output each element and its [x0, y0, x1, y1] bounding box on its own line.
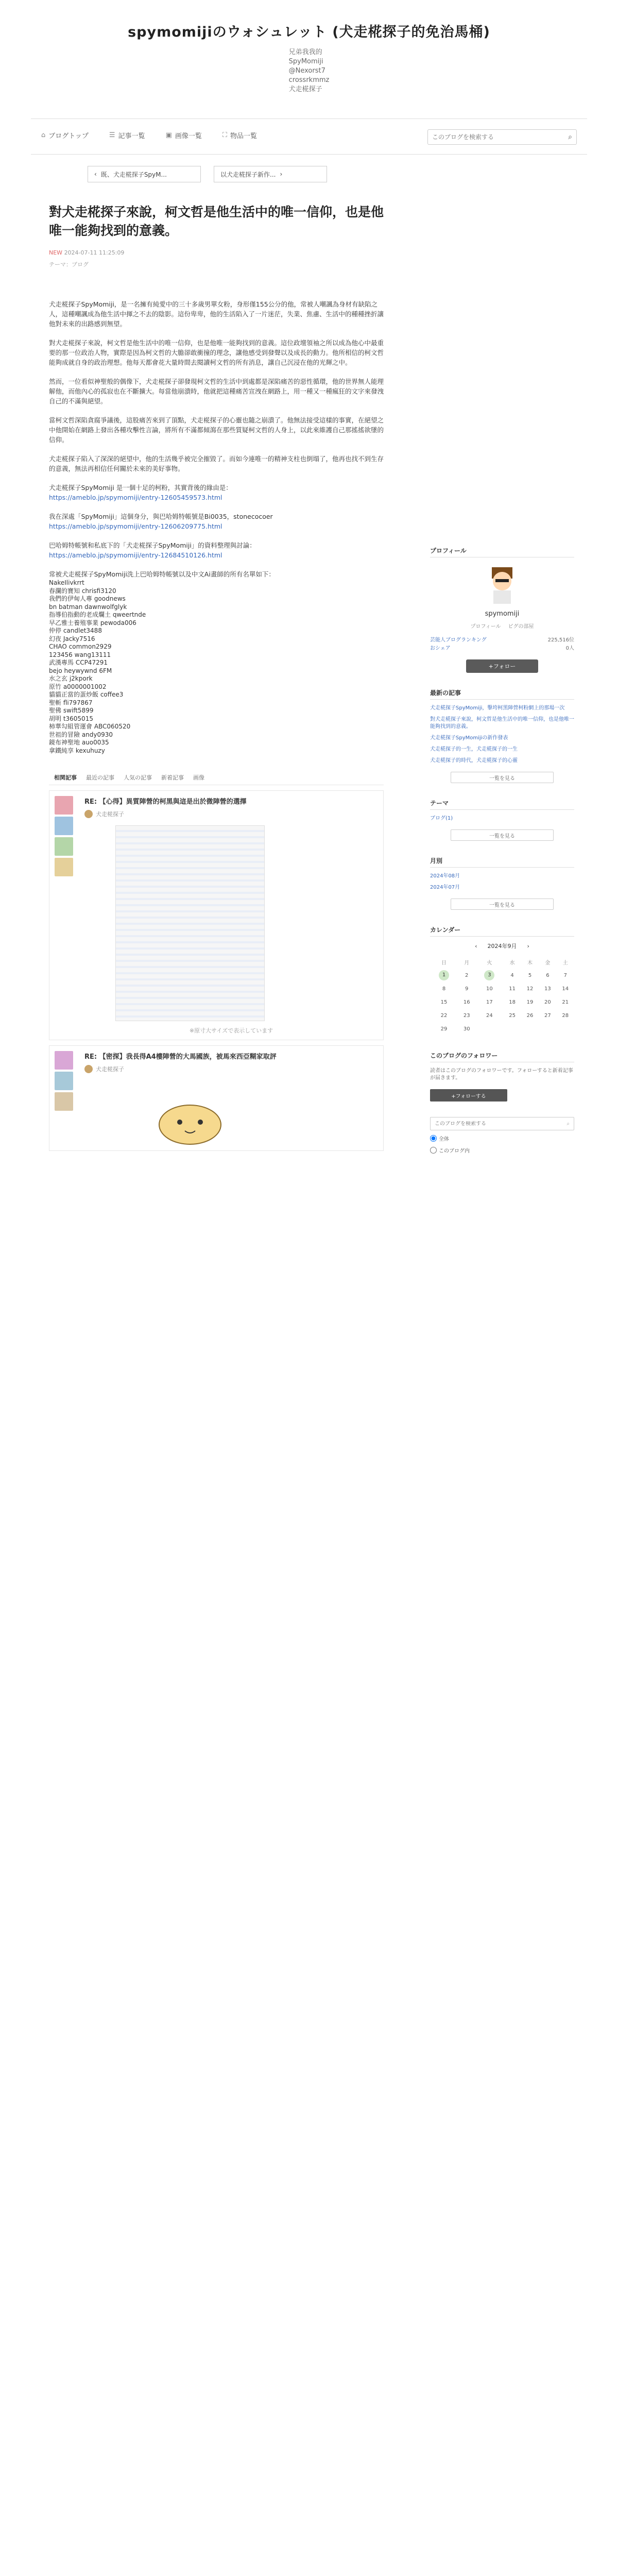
- nav-blog-top[interactable]: [41, 130, 89, 140]
- author-name: 犬走椛探子: [96, 811, 124, 818]
- profile-name[interactable]: spymomiji: [485, 610, 520, 618]
- radio-all[interactable]: [430, 1134, 574, 1142]
- followers-text: 読者はこのブログのフォロワーです。フォローすると新着記事が届きます。: [430, 1068, 573, 1081]
- thumbnail[interactable]: [55, 796, 73, 815]
- calendar-day: 17: [486, 999, 493, 1005]
- author-name: 犬走椛探子: [96, 1066, 124, 1073]
- calendar-day: 11: [509, 986, 516, 992]
- post-theme[interactable]: テーマ：ブログ: [49, 261, 89, 268]
- radio-label: このブログ内: [439, 1148, 470, 1154]
- account-list-item: 春瀾的寶知 chrisfi3120: [49, 587, 116, 595]
- archive-section: [430, 856, 574, 910]
- theme-list: [430, 815, 574, 822]
- nav-item-list[interactable]: [222, 130, 257, 140]
- calendar-day: 14: [562, 986, 569, 992]
- account-list-item: 胡明 t3605015: [49, 715, 93, 722]
- thumbnail[interactable]: [55, 817, 73, 835]
- article-link[interactable]: https://ameblo.jp/spymomiji/entry-12605459573.html: [49, 494, 222, 501]
- radio-blog-input[interactable]: [430, 1147, 437, 1154]
- recent-section: [430, 688, 574, 783]
- calendar-day: 29: [440, 1026, 448, 1032]
- thumbnail[interactable]: [55, 1051, 73, 1070]
- calendar-day: 20: [544, 999, 551, 1005]
- weekday: 土: [562, 960, 568, 966]
- link-block-label: 巴哈姆特帳號和私底下的「犬走椛探子SpyMomiji」的資料整理與討論：: [49, 541, 256, 549]
- recent-more-button[interactable]: 一覧を見る: [451, 772, 554, 783]
- share-value: 0人: [565, 646, 574, 651]
- image-caption: ※原寸大サイズで表示しています: [189, 1027, 273, 1034]
- image-icon: ▣: [165, 131, 172, 139]
- site-description: [289, 48, 330, 94]
- related-tabs: [49, 770, 384, 785]
- screenshot-image[interactable]: [115, 825, 265, 1021]
- followers-heading: このブログのフォロワー: [430, 1051, 574, 1062]
- post-paragraph: 犬走椛探子SpyMomiji，是一名擁有純愛中的三十多歲男單女粉，身形僅155公分的他，常被人嘲諷為身材有缺陷之人，這種嘲諷成為他生活中揮之不去的陰影。這份卑卑，他的生活陷入了一片迷茫，失業、焦慮、生活中的種種挫折讓他對未來的出路感到無望。: [49, 300, 384, 328]
- tab-images[interactable]: 画像: [193, 774, 204, 781]
- calendar-heading: カレンダー: [430, 925, 574, 937]
- related-author: [84, 810, 378, 818]
- followers-section: [430, 1051, 574, 1101]
- related-content: [84, 796, 378, 1035]
- weekday: 月: [464, 960, 470, 966]
- desc-line: 犬走椛探子: [288, 86, 322, 93]
- post-title[interactable]: 對犬走椛探子來說，柯文哲是他生活中的唯一信仰，也是他唯一能夠找到的意義。: [49, 205, 384, 238]
- weekday: 木: [527, 960, 533, 966]
- calendar-day[interactable]: 3: [475, 969, 503, 982]
- radio-label: 全体: [439, 1137, 449, 1142]
- calendar-day: 26: [526, 1012, 534, 1019]
- calendar-day: 8: [442, 986, 446, 992]
- tab-popular[interactable]: 人気の記事: [124, 774, 152, 781]
- calendar-day: 24: [486, 1012, 493, 1019]
- recent-item[interactable]: 犬走椛探子的時代，犬走椛探子的心靈: [430, 758, 518, 764]
- calendar-day: 7: [563, 972, 567, 978]
- weekday: 金: [545, 960, 551, 966]
- account-list-item: NakeIlivkrrt: [49, 579, 84, 586]
- profile-links: [430, 622, 574, 630]
- calendar-day: 16: [463, 999, 470, 1005]
- follow-button[interactable]: +フォロー: [466, 659, 538, 673]
- recent-item[interactable]: 對犬走椛探子來說，柯文哲是他生活中的唯一信仰，也是他唯一能夠找到的意義。: [430, 717, 574, 730]
- next-article-button[interactable]: [214, 166, 327, 182]
- cart-icon: ⛶: [222, 131, 227, 139]
- account-list-item: CHAO common2929: [49, 643, 112, 650]
- ranking-label[interactable]: 芸能人ブログランキング: [430, 637, 487, 643]
- related-content: [84, 1051, 378, 1145]
- recent-list: [430, 705, 574, 765]
- archive-list: [430, 873, 574, 891]
- post-date: 2024-07-11 11:25:09: [64, 249, 125, 256]
- recent-item[interactable]: 犬走椛探子SpyMomiji，擊垮柯黑陣營柯粉網上的那場一次: [430, 705, 565, 711]
- calendar-day: 6: [546, 972, 550, 978]
- calendar-grid: [430, 955, 574, 1036]
- thumbnail[interactable]: [55, 837, 73, 856]
- list-icon: ☰: [109, 131, 115, 139]
- article-link[interactable]: https://ameblo.jp/spymomiji/entry-12684510126.html: [49, 551, 222, 559]
- side-search-section: [430, 1117, 574, 1154]
- calendar-day: 15: [440, 999, 448, 1005]
- calendar-day: 27: [544, 1012, 551, 1019]
- tab-recent[interactable]: 最近の記事: [86, 774, 114, 781]
- link-block: [49, 483, 384, 502]
- mascot-image: [146, 1083, 234, 1145]
- archive-heading: 月別: [430, 856, 574, 868]
- related-article-1[interactable]: [49, 790, 384, 1040]
- post-body: [49, 299, 384, 755]
- tab-related[interactable]: 相関記事: [54, 774, 77, 781]
- account-list-item: 幻夜 Jacky7516: [49, 635, 95, 642]
- search-input[interactable]: [432, 133, 568, 141]
- theme-more-button[interactable]: 一覧を見る: [451, 829, 554, 841]
- ranking-value: 225,516位: [547, 637, 574, 643]
- account-list-item: 原竹 a0000001002: [49, 683, 107, 690]
- chevron-right-icon[interactable]: ›: [527, 942, 529, 950]
- weekday: 水: [509, 960, 515, 966]
- avatar: [84, 810, 93, 818]
- theme-item[interactable]: ブログ(1): [430, 816, 453, 821]
- account-list-item: 水之玄 j2kpork: [49, 675, 93, 682]
- prev-article-label: 既、犬走椛探子SpyM...: [100, 171, 167, 178]
- side-search-box: [430, 1117, 574, 1130]
- calendar-day: 19: [526, 999, 534, 1005]
- chevron-left-icon: ‹: [94, 171, 97, 178]
- account-list: [49, 579, 384, 755]
- thumbnail[interactable]: [55, 858, 73, 876]
- calendar-day: 30: [463, 1026, 470, 1032]
- article-pager: [88, 166, 384, 182]
- nav-label: 記事一覧: [118, 132, 145, 140]
- chevron-right-icon: ›: [280, 171, 283, 178]
- calendar-day: 22: [440, 1012, 448, 1019]
- calendar-day: 5: [528, 972, 532, 978]
- calendar-day: 25: [509, 1012, 516, 1019]
- related-title[interactable]: RE: 【密探】我長得A4樓陣營的大馬國族，被馬來西亞糊家取評: [84, 1053, 277, 1061]
- account-list-item: 聖佛 swift5899: [49, 707, 94, 714]
- thumb-column: [55, 1051, 75, 1145]
- account-list-item: 貓貓正當的蛋炒飯 coffee3: [49, 691, 124, 698]
- recent-item[interactable]: 犬走椛探子SpyMomijiの新作發表: [430, 735, 508, 741]
- account-list-item: 仲停 candlet3488: [49, 627, 102, 634]
- share-row: [430, 645, 574, 652]
- calendar-day: 13: [544, 986, 551, 992]
- main-content: [49, 155, 384, 1151]
- calendar-nav: [430, 942, 574, 950]
- account-list-item: 武漢專馬 CCP47291: [49, 659, 108, 666]
- calendar-day[interactable]: 1: [430, 969, 458, 982]
- link-block-label: 犬走椛探子SpyMomiji 是一個十足的柯粉，其實背後的緣由是：: [49, 484, 232, 492]
- recent-heading: 最新の記事: [430, 688, 574, 700]
- calendar-day: 2: [465, 972, 469, 978]
- theme-section: [430, 799, 574, 841]
- side-search-input[interactable]: [435, 1121, 566, 1127]
- desc-line: SpyMomiji: [288, 58, 323, 65]
- profile-heading: プロフィール: [430, 546, 574, 557]
- link-block: [49, 540, 384, 560]
- account-list-item: 早乙雅士養殖事業 pewoda006: [49, 619, 136, 626]
- thumbnail[interactable]: [55, 1092, 73, 1111]
- archive-more-button[interactable]: 一覧を見る: [451, 899, 554, 910]
- calendar-month: 2024年9月: [487, 943, 517, 950]
- next-article-label: 以犬走椛探子新作...: [220, 171, 276, 178]
- calendar-section: [430, 925, 574, 1036]
- related-title[interactable]: RE: 【心得】異質陣營的柯黑與這是出於微陣營的選擇: [84, 798, 247, 806]
- home-icon: ⌂: [41, 131, 46, 139]
- site-header: [0, 0, 618, 118]
- weekday: 火: [487, 960, 492, 966]
- calendar-day: 23: [463, 1012, 470, 1019]
- calendar-day: 21: [562, 999, 569, 1005]
- nav-image-list[interactable]: [166, 130, 202, 140]
- calendar-day: 28: [562, 1012, 569, 1019]
- calendar-day: 9: [465, 986, 469, 992]
- thumbnail[interactable]: [55, 1072, 73, 1090]
- follow-blog-button[interactable]: +フォローする: [430, 1089, 507, 1101]
- related-author: [84, 1065, 378, 1073]
- account-list-item: 世祖的冒險 andy0930: [49, 731, 113, 738]
- sidebar: [430, 155, 574, 1170]
- post-paragraph: 然而，一位看似神聖般的偶像下，犬走椛探子卻發現柯文哲的生活中到處都是深陷痛苦的惡性循環，他的世界無人能理解他，而他內心的孤寂也在不斷擴大。每當他崩潰時，他就把這種痛苦宣洩在網路上，用一種又一種瘋狂的文字來發洩自己的不滿與絕望。: [49, 378, 384, 405]
- recent-item[interactable]: 犬走椛探子的一生，犬走椛探子的一生: [430, 747, 518, 752]
- theme-heading: テーマ: [430, 799, 574, 810]
- profile-section: [430, 546, 574, 673]
- post-paragraph: 對犬走椛探子來說，柯文哲是他生活中的唯一信仰，也是他唯一能夠找到的意義。這位政壇領袖之所以成為他心中最重要的那一位政治人物，實際是因為柯文哲的大膽卻敢衝撞的理念，讓他感受到發聲以及成長的動力。他所相信的柯文哲能夠成就自身的政治理想。他每天都會花大量時間去閱讀柯文哲的所有消息，讓自己沉浸在他的光輝之中。: [49, 339, 384, 366]
- tab-new[interactable]: 新着記事: [161, 774, 184, 781]
- share-label[interactable]: おシェア: [430, 646, 451, 651]
- link-block: [49, 512, 384, 531]
- pig-room-link[interactable]: ピグの部屋: [508, 624, 534, 630]
- account-list-item: bejo heywywnd 6FM: [49, 667, 112, 674]
- radio-all-input[interactable]: [430, 1135, 437, 1142]
- calendar-day: 18: [509, 999, 516, 1005]
- search-icon[interactable]: ⌕: [568, 133, 572, 141]
- account-list-item: 123456 wang13111: [49, 651, 111, 658]
- search-box: [427, 129, 577, 145]
- nav-label: ブログトップ: [48, 132, 89, 140]
- nav-label: 画像一覧: [175, 132, 202, 140]
- desc-line: @Nexorst7: [288, 67, 325, 75]
- account-list-item: 鏡布神聖地 auo0035: [49, 739, 109, 746]
- weekday: 日: [441, 960, 447, 966]
- account-list-item: 指導伯指動的老成爛土 qweertnde: [49, 611, 146, 618]
- desc-line: 兄弟我我的: [288, 48, 322, 56]
- site-title[interactable]: spymomijiのウォシュレット (犬走椛探子的免治馬桶): [128, 24, 490, 40]
- nav-label: 物品一覧: [230, 132, 257, 140]
- prev-article-button[interactable]: [88, 166, 201, 182]
- post-paragraph: 當柯文哲深陷貪腐爭議後，這股痛苦來到了頂點，犬走椛探子的心靈也隨之崩潰了。他無法接受這樣的事實，在絕望之中他開始在網路上發出各種攻擊性言論，將所有不滿都傾瀉在那些質疑柯文哲的人身上，以此來維護自己那搖搖欲墜的信仰。: [49, 416, 384, 444]
- calendar-day: 4: [510, 972, 514, 978]
- nav-article-list[interactable]: [109, 130, 145, 140]
- account-list-item: 拿鐵純享 kexuhuzy: [49, 747, 105, 754]
- ranking-row: [430, 637, 574, 644]
- desc-line: crossrkmmz: [288, 76, 330, 84]
- navbar: [31, 118, 587, 155]
- radio-this-blog[interactable]: [430, 1146, 574, 1154]
- profile-link[interactable]: プロフィール: [470, 624, 501, 630]
- list-intro: 常被犬走椛探子SpyMomiji洗上巴哈姆特帳號以及中文Ai畫師的所有名單如下：: [49, 570, 275, 578]
- account-list-item: 聖斬 fli797867: [49, 699, 93, 706]
- account-list-item: bn batman dawnwolfglyk: [49, 603, 127, 611]
- avatar[interactable]: [484, 565, 520, 606]
- avatar: [84, 1065, 93, 1073]
- archive-item[interactable]: 2024年08月: [430, 873, 460, 879]
- account-list-item: 我們的伊甸人專 goodnews: [49, 595, 126, 602]
- account-list-item: 柿華勾組管運會 ABC060520: [49, 723, 131, 730]
- thumb-column: [55, 796, 75, 1035]
- search-icon[interactable]: ⌕: [566, 1121, 570, 1127]
- related-article-2[interactable]: [49, 1045, 384, 1151]
- calendar-day: 10: [486, 986, 493, 992]
- post-meta: [49, 249, 384, 256]
- link-block-label: 我在深處「SpyMomiji」這個身分，與巴哈姆特帳號是Bi0035，stonecocoer: [49, 513, 273, 520]
- article-link[interactable]: https://ameblo.jp/spymomiji/entry-12606209775.html: [49, 522, 222, 530]
- post-badge: NEW: [49, 249, 63, 256]
- post-paragraph: 犬走椛探子陷入了深深的絕望中，他的生活幾乎被完全摧毀了。而如今連唯一的精神支柱也倒塌了，他再也找不到生存的意義，無法再相信任何關於未來的美好事物。: [49, 455, 384, 472]
- chevron-left-icon[interactable]: ‹: [475, 942, 477, 950]
- calendar-day: 12: [526, 986, 534, 992]
- archive-item[interactable]: 2024年07月: [430, 885, 460, 890]
